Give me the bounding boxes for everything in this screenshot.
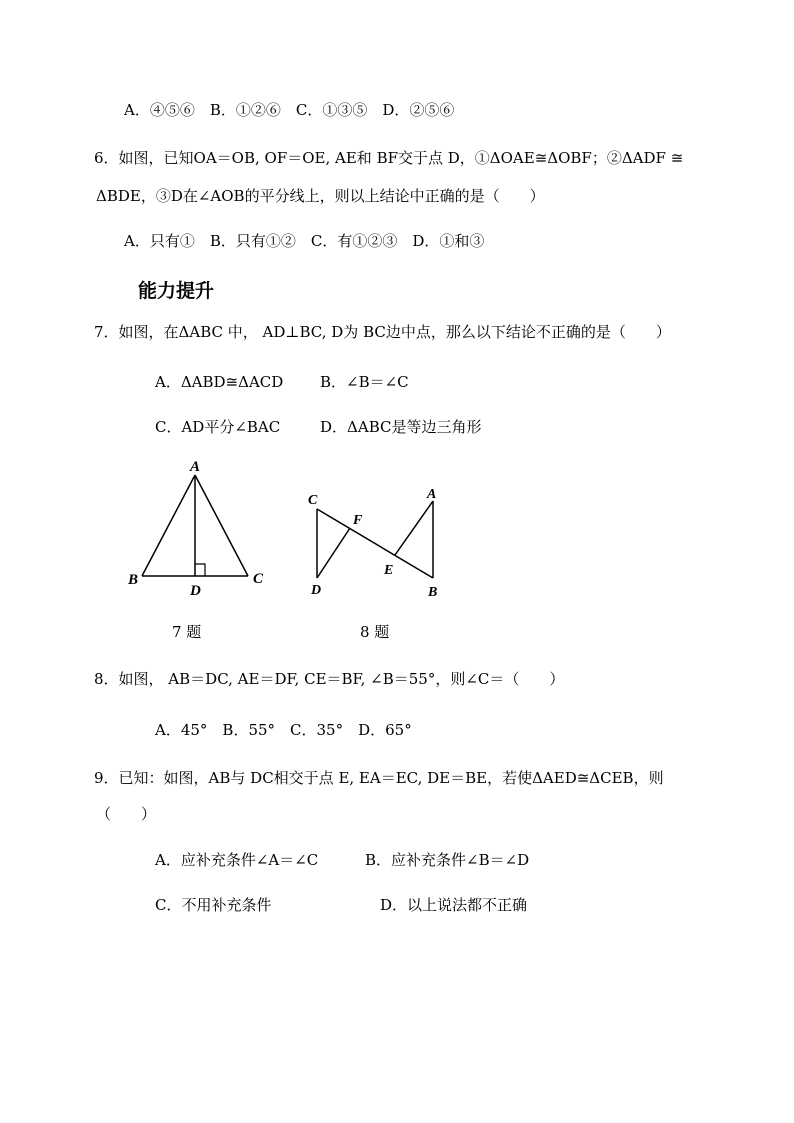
side-ac (195, 475, 248, 576)
vertex-label-b: B (128, 572, 139, 588)
side-ab (142, 475, 195, 576)
q7-option-b: B．∠B＝∠C (320, 373, 409, 391)
q6-stem-line1: 6．如图，已知OA＝OB, OF＝OE, AE和 BF交于点 D，①ΔOAE≅ΔOBF；②ΔADF ≅ (94, 149, 684, 167)
figure-7-triangle (120, 455, 280, 605)
q6-stem-line2: ΔBDE，③D在∠AOB的平分线上，则以上结论中正确的是（ ） (96, 187, 545, 205)
figure-7-caption: 7 题 (172, 623, 202, 641)
point-label-b: B (428, 585, 438, 600)
figure-8-diagram (300, 480, 460, 605)
line-df (317, 528, 350, 578)
q7-option-c: C．AD平分∠BAC (155, 418, 281, 436)
q9-option-d: D．以上说法都不正确 (380, 896, 528, 914)
q7-option-d: D．ΔABC是等边三角形 (320, 418, 482, 436)
q9-option-a: A．应补充条件∠A＝∠C (155, 851, 319, 869)
right-angle-mark (195, 564, 205, 576)
section-title: 能力提升 (138, 280, 215, 302)
point-label-e: E (384, 563, 394, 578)
vertex-label-c: C (253, 571, 264, 587)
q9-option-b: B．应补充条件∠B＝∠D (365, 851, 530, 869)
q7-option-a: A．ΔABD≅ΔACD (155, 373, 284, 391)
q9-option-c: C．不用补充条件 (155, 896, 272, 914)
line-cb (317, 509, 433, 578)
point-label-d: D (311, 583, 322, 598)
point-label-a: A (427, 487, 437, 502)
point-label-c: C (308, 493, 318, 508)
q7-stem: 7．如图，在ΔABC 中， AD⊥BC, D为 BC边中点，那么以下结论不正确的是（ ） (94, 323, 671, 341)
q9-stem-line2: （ ） (96, 805, 157, 823)
q6-options: A．只有① B．只有①② C．有①②③ D．①和③ (124, 232, 485, 250)
point-label-f: F (353, 513, 363, 528)
vertex-label-d: D (190, 583, 201, 599)
q8-options: A．45° B．55° C．35° D．65° (155, 721, 412, 739)
figure-8-caption: 8 题 (360, 623, 390, 641)
line-ae (395, 501, 433, 555)
q5-options: A．④⑤⑥ B．①②⑥ C．①③⑤ D．②⑤⑥ (124, 101, 455, 119)
q9-stem-line1: 9．已知：如图，AB与 DC相交于点 E, EA＝EC, DE＝BE，若使ΔAED≅ΔCEB，则 (94, 769, 664, 787)
vertex-label-a: A (190, 459, 201, 475)
q8-stem: 8．如图， AB＝DC, AE＝DF, CE＝BF, ∠B＝55°，则∠C＝（ ） (94, 670, 565, 688)
